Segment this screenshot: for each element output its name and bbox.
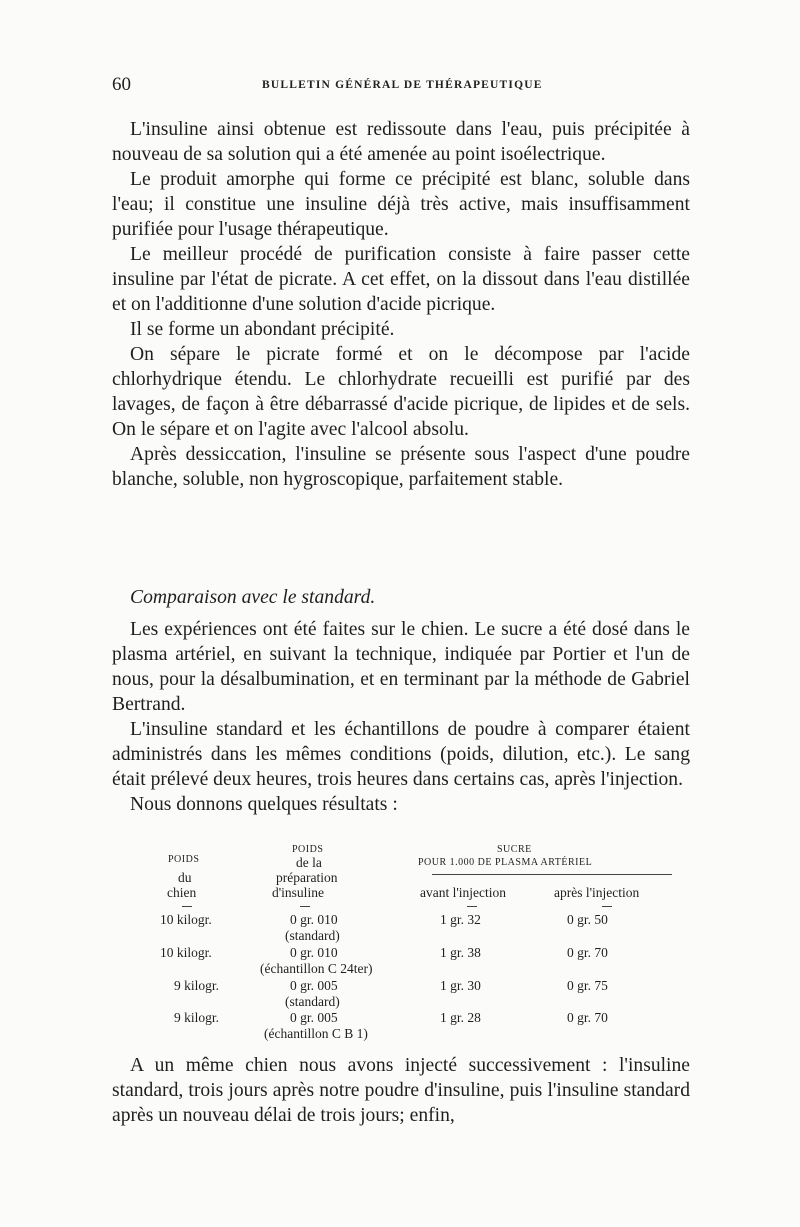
row2-prep-note: (échantillon C 24ter) xyxy=(260,961,373,976)
page-header xyxy=(112,74,690,98)
row2-apres: 0 gr. 70 xyxy=(567,945,608,960)
header-dash xyxy=(602,906,612,907)
page-number: 60 xyxy=(112,74,131,95)
row1-avant: 1 gr. 32 xyxy=(440,912,481,927)
section-subheading: Comparaison avec le standard. xyxy=(130,587,376,608)
row3-apres: 0 gr. 75 xyxy=(567,978,608,993)
header-poids-1: POIDS xyxy=(168,854,200,865)
row4-poids: 9 kilogr. xyxy=(174,1010,220,1025)
row2-poids: 10 kilogr. xyxy=(160,945,212,960)
header-prep-2: de la xyxy=(296,855,322,870)
row1-poids: 10 kilogr. xyxy=(160,912,212,927)
header-prep-3: préparation xyxy=(276,870,338,885)
row1-prep: 0 gr. 010 xyxy=(290,912,338,927)
header-apres: après l'injection xyxy=(554,885,640,900)
row4-prep-note: (échantillon C B 1) xyxy=(264,1026,368,1041)
paragraph: L'insuline ainsi obtenue est redissoute dans l'eau, puis précipitée à nouveau de sa solution qui a été amenée au point isoélectrique. xyxy=(112,119,690,165)
paragraph: On sépare le picrate formé et on le décompose par l'acide chlorhydrique étendu. Le chlorhydrate recueilli est purifié par des lavages, de façon à être débarrassé d'acide picrique, de lipides et de sels. On le sépare et on l'agite avec l'alcool absolu. xyxy=(112,344,690,440)
row3-avant: 1 gr. 30 xyxy=(440,978,481,993)
text-block-purification xyxy=(112,117,690,492)
header-poids-3: chien xyxy=(167,885,197,900)
header-sucre-1: SUCRE xyxy=(497,844,532,855)
text-block-continuation xyxy=(112,1053,690,1128)
header-dash xyxy=(182,906,192,907)
header-prep-1: POIDS xyxy=(292,844,324,855)
paragraph: Le produit amorphe qui forme ce précipité est blanc, soluble dans l'eau; il constitue une insuline déjà très active, mais insuffisamment purifiée pour l'usage thérapeutique. xyxy=(112,169,690,240)
running-title: BULLETIN GÉNÉRAL DE THÉRAPEUTIQUE xyxy=(262,79,543,91)
paragraph: Le meilleur procédé de purification consiste à faire passer cette insuline par l'état de picrate. A cet effet, on la dissout dans l'eau distillée et on l'additionne d'une solution d'acide picrique. xyxy=(112,244,690,315)
row3-poids: 9 kilogr. xyxy=(174,978,220,993)
row4-prep: 0 gr. 005 xyxy=(290,1010,338,1025)
header-dash xyxy=(467,906,477,907)
row2-avant: 1 gr. 38 xyxy=(440,945,481,960)
paragraph: Nous donnons quelques résultats : xyxy=(130,794,398,815)
row4-avant: 1 gr. 28 xyxy=(440,1010,481,1025)
text-block-experiments xyxy=(112,617,690,817)
header-brace xyxy=(432,874,672,875)
header-poids-2: du xyxy=(178,870,192,885)
header-prep-4: d'insuline xyxy=(272,885,324,900)
paragraph: L'insuline standard et les échantillons de poudre à comparer étaient administrés dans les mêmes conditions (poids, dilution, etc.). Le sang était prélevé deux heures, trois heures dans certains cas, après l'injection. xyxy=(112,719,690,790)
row4-apres: 0 gr. 70 xyxy=(567,1010,608,1025)
row2-prep: 0 gr. 010 xyxy=(290,945,338,960)
header-avant: avant l'injection xyxy=(420,885,507,900)
paragraph: Il se forme un abondant précipité. xyxy=(130,319,395,340)
row3-prep: 0 gr. 005 xyxy=(290,978,338,993)
row3-prep-note: (standard) xyxy=(285,994,340,1009)
header-dash xyxy=(300,906,310,907)
results-table xyxy=(112,838,702,1041)
row1-prep-note: (standard) xyxy=(285,928,340,943)
header-sucre-2: POUR 1.000 DE PLASMA ARTÉRIEL xyxy=(418,857,593,868)
paragraph: Les expériences ont été faites sur le chien. Le sucre a été dosé dans le plasma artériel, en suivant la technique, indiquée par Portier et l'un de nous, pour la désalbumination, et en terminant par la méthode de Gabriel Bertrand. xyxy=(112,619,690,715)
paragraph: Après dessiccation, l'insuline se présente sous l'aspect d'une poudre blanche, soluble, non hygroscopique, parfaitement stable. xyxy=(112,444,690,490)
paragraph: A un même chien nous avons injecté successivement : l'insuline standard, trois jours après notre poudre d'insuline, puis l'insuline standard après un nouveau délai de trois jours; enfin, xyxy=(112,1055,690,1126)
row1-apres: 0 gr. 50 xyxy=(567,912,608,927)
